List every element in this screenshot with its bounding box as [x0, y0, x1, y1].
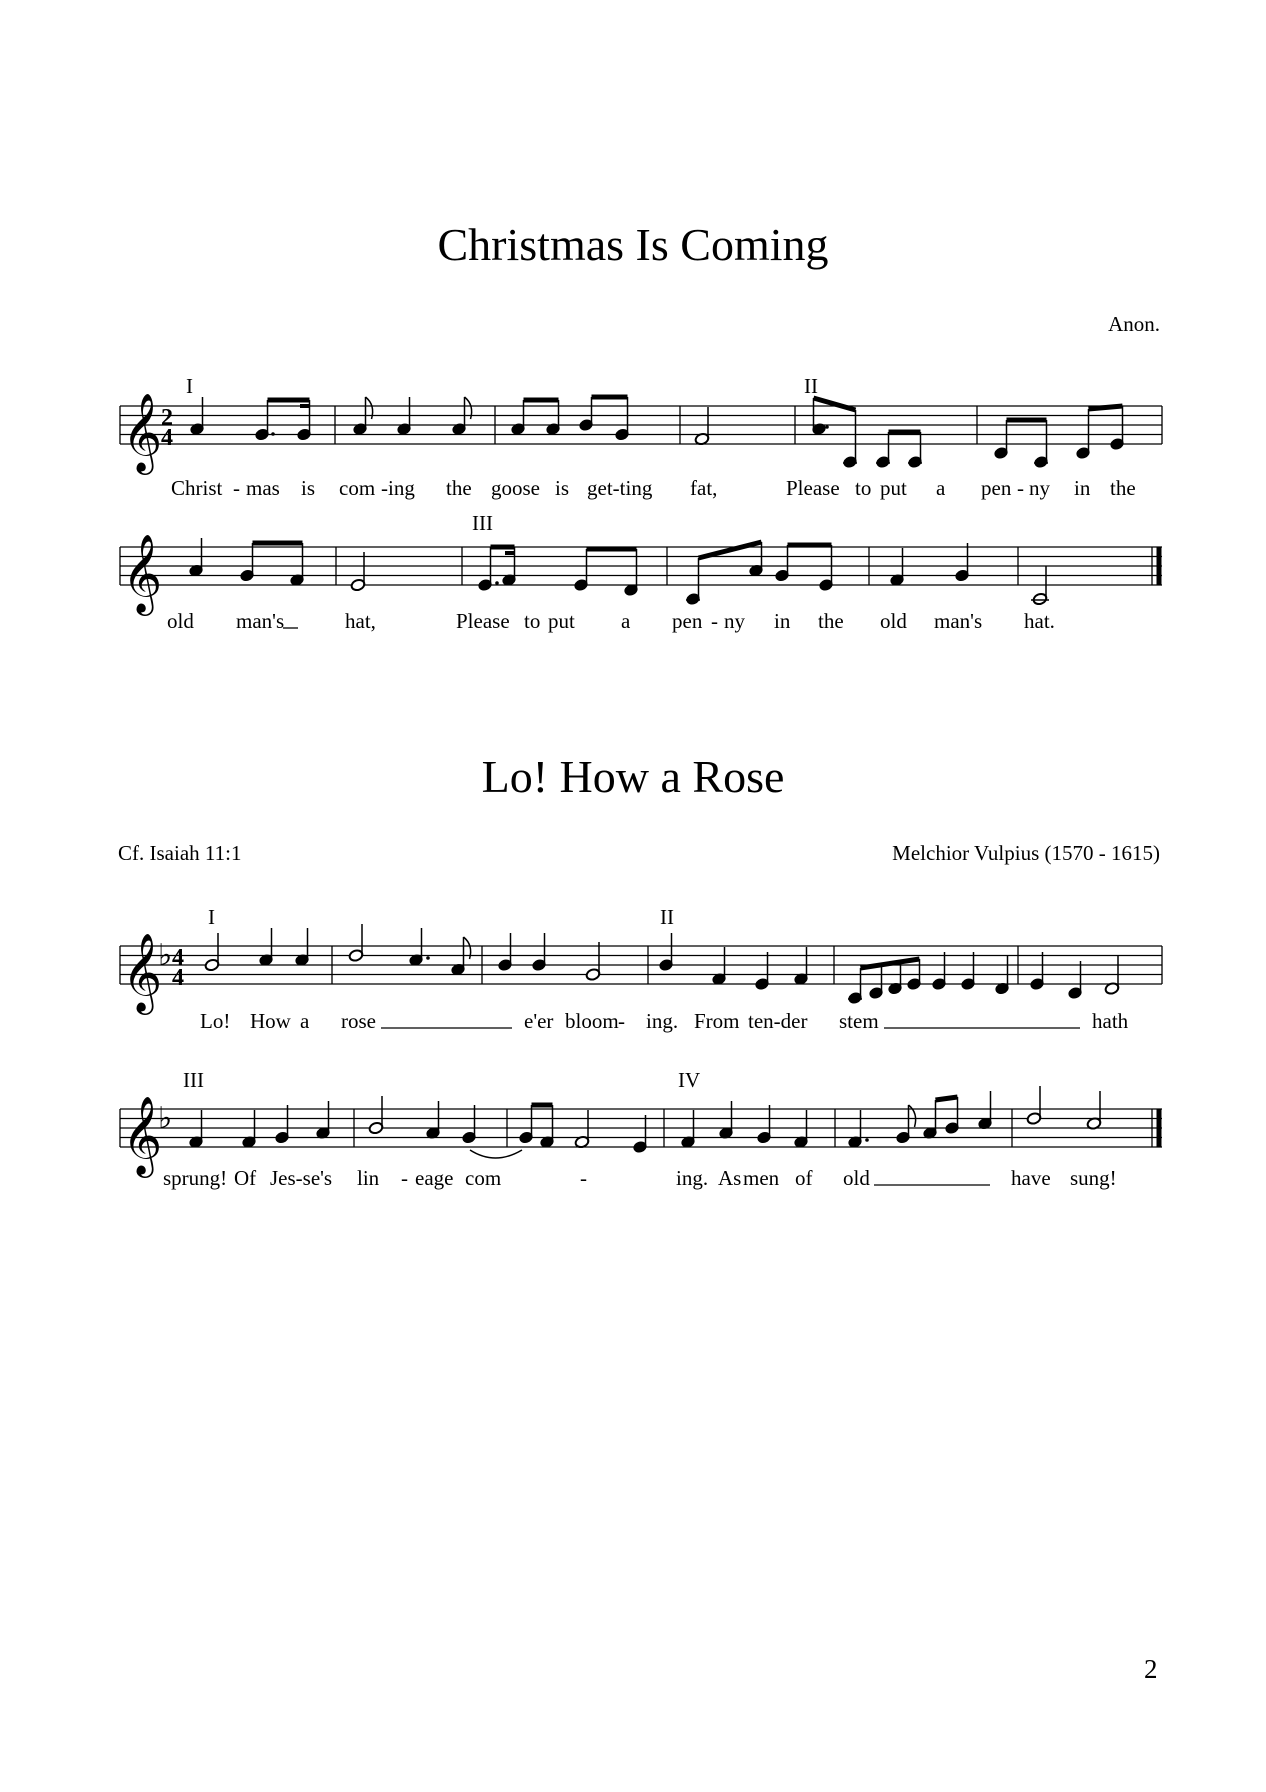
- lyric-syllable: Please: [456, 609, 510, 633]
- rehearsal-mark: III: [183, 1068, 204, 1092]
- lyric-syllable: man's: [934, 609, 983, 633]
- lyric-syllable: From: [694, 1009, 740, 1033]
- staff-system: [110, 370, 1170, 510]
- rehearsal-mark: I: [208, 905, 215, 929]
- lyric-syllable: have: [1011, 1166, 1051, 1190]
- lyric-syllable: -: [401, 1166, 408, 1190]
- lyric-syllable: goose: [491, 476, 540, 500]
- lyric-syllable: As: [718, 1166, 742, 1190]
- composer-credit: Melchior Vulpius (1570 - 1615): [892, 841, 1160, 865]
- time-signature-top: 4: [172, 945, 184, 971]
- time-signature-bottom: 4: [161, 425, 173, 451]
- lyric-syllable: lin: [357, 1166, 380, 1190]
- lyric-syllable: a: [936, 476, 946, 500]
- lyric-syllable: put: [548, 609, 575, 633]
- treble-clef: 𝄞: [122, 1096, 163, 1175]
- lyric-syllable: e'er: [524, 1009, 554, 1033]
- lyric-syllable: of: [795, 1166, 813, 1190]
- lyric-syllable: pen: [981, 476, 1012, 500]
- lyric-syllable: old: [880, 609, 907, 633]
- lyric-syllable: the: [446, 476, 472, 500]
- lyric-syllable: hat.: [1024, 609, 1055, 633]
- key-signature-flat: ♭: [158, 1101, 173, 1136]
- lyric-syllable: ny: [724, 609, 745, 633]
- lyrics-line: [200, 1009, 1129, 1033]
- rehearsal-mark: III: [472, 511, 493, 535]
- lyric-syllable: eage: [415, 1166, 454, 1190]
- lyric-syllable: a: [300, 1009, 310, 1033]
- lyric-syllable: bloom: [565, 1009, 619, 1033]
- rehearsal-mark: II: [660, 905, 674, 929]
- lyric-syllable: pen: [672, 609, 703, 633]
- lyric-syllable: hath: [1092, 1009, 1129, 1033]
- song-title: Christmas Is Coming: [437, 219, 829, 270]
- lyric-syllable: is: [301, 476, 316, 500]
- lyric-syllable: -: [618, 1009, 625, 1033]
- lyric-syllable: mas: [246, 476, 280, 500]
- lyric-syllable: sung!: [1070, 1166, 1117, 1190]
- lyric-syllable: -: [711, 609, 718, 633]
- lyric-syllable: a: [621, 609, 631, 633]
- lyric-syllable: the: [1110, 476, 1136, 500]
- lyric-syllable: Lo!: [200, 1009, 231, 1033]
- scripture-reference: Cf. Isaiah 11:1: [118, 841, 242, 865]
- lyric-syllable: in: [774, 609, 791, 633]
- lyric-syllable: to: [524, 609, 541, 633]
- lyrics-line: [171, 476, 1136, 500]
- song-title: Lo! How a Rose: [481, 751, 785, 802]
- rehearsal-mark: I: [186, 374, 193, 398]
- lyric-syllable: -ing: [381, 476, 415, 500]
- treble-clef: 𝄞: [122, 933, 163, 1012]
- lyric-syllable: How: [250, 1009, 291, 1033]
- lyric-syllable: sprung!: [163, 1166, 228, 1190]
- lyric-syllable: men: [743, 1166, 780, 1190]
- rehearsal-mark: II: [804, 374, 818, 398]
- time-signature-top: 2: [161, 405, 173, 431]
- lyric-syllable: ten-der: [748, 1009, 808, 1033]
- lyric-syllable: com: [465, 1166, 502, 1190]
- staff-system: [110, 900, 1170, 1040]
- lyric-syllable: get-ting: [587, 476, 653, 500]
- key-signature-flat: ♭: [158, 938, 173, 973]
- lyric-syllable: com: [339, 476, 376, 500]
- lyrics-line: [163, 1166, 1117, 1190]
- page-number: 2: [1144, 1654, 1158, 1684]
- lyric-syllable: -: [580, 1166, 587, 1190]
- lyric-syllable: ny: [1029, 476, 1050, 500]
- lyric-syllable: ing.: [646, 1009, 679, 1033]
- composer-credit: Anon.: [1108, 312, 1160, 336]
- time-signature-bottom: 4: [172, 965, 184, 991]
- lyric-syllable: hat,: [345, 609, 376, 633]
- lyric-syllable: -: [1017, 476, 1024, 500]
- staff-system: [110, 1065, 1170, 1200]
- lyric-syllable: Please: [786, 476, 840, 500]
- lyric-syllable: fat,: [690, 476, 718, 500]
- lyric-syllable: old: [843, 1166, 870, 1190]
- notes: [204, 924, 1119, 1004]
- treble-clef: 𝄞: [122, 534, 163, 613]
- lyric-syllable: -: [233, 476, 240, 500]
- notes: [190, 397, 1124, 468]
- lyric-syllable: the: [818, 609, 844, 633]
- lyric-syllable: old: [167, 609, 194, 633]
- lyric-syllable: Jes-se's: [270, 1166, 333, 1190]
- staff-system: [110, 508, 1170, 643]
- lyric-syllable: Christ: [171, 476, 223, 500]
- lyric-syllable: rose: [341, 1009, 376, 1033]
- lyric-syllable: put: [880, 476, 907, 500]
- lyric-syllable: ing.: [676, 1166, 709, 1190]
- rehearsal-mark: IV: [678, 1068, 701, 1092]
- lyric-syllable: man's: [236, 609, 285, 633]
- lyric-syllable: is: [555, 476, 570, 500]
- lyrics-line: [167, 609, 1055, 633]
- lyric-syllable: in: [1074, 476, 1091, 500]
- lyric-syllable: stem: [839, 1009, 879, 1033]
- notes: [189, 538, 1049, 606]
- lyric-syllable: to: [855, 476, 872, 500]
- treble-clef: 𝄞: [122, 393, 163, 472]
- lyric-syllable: Of: [234, 1166, 257, 1190]
